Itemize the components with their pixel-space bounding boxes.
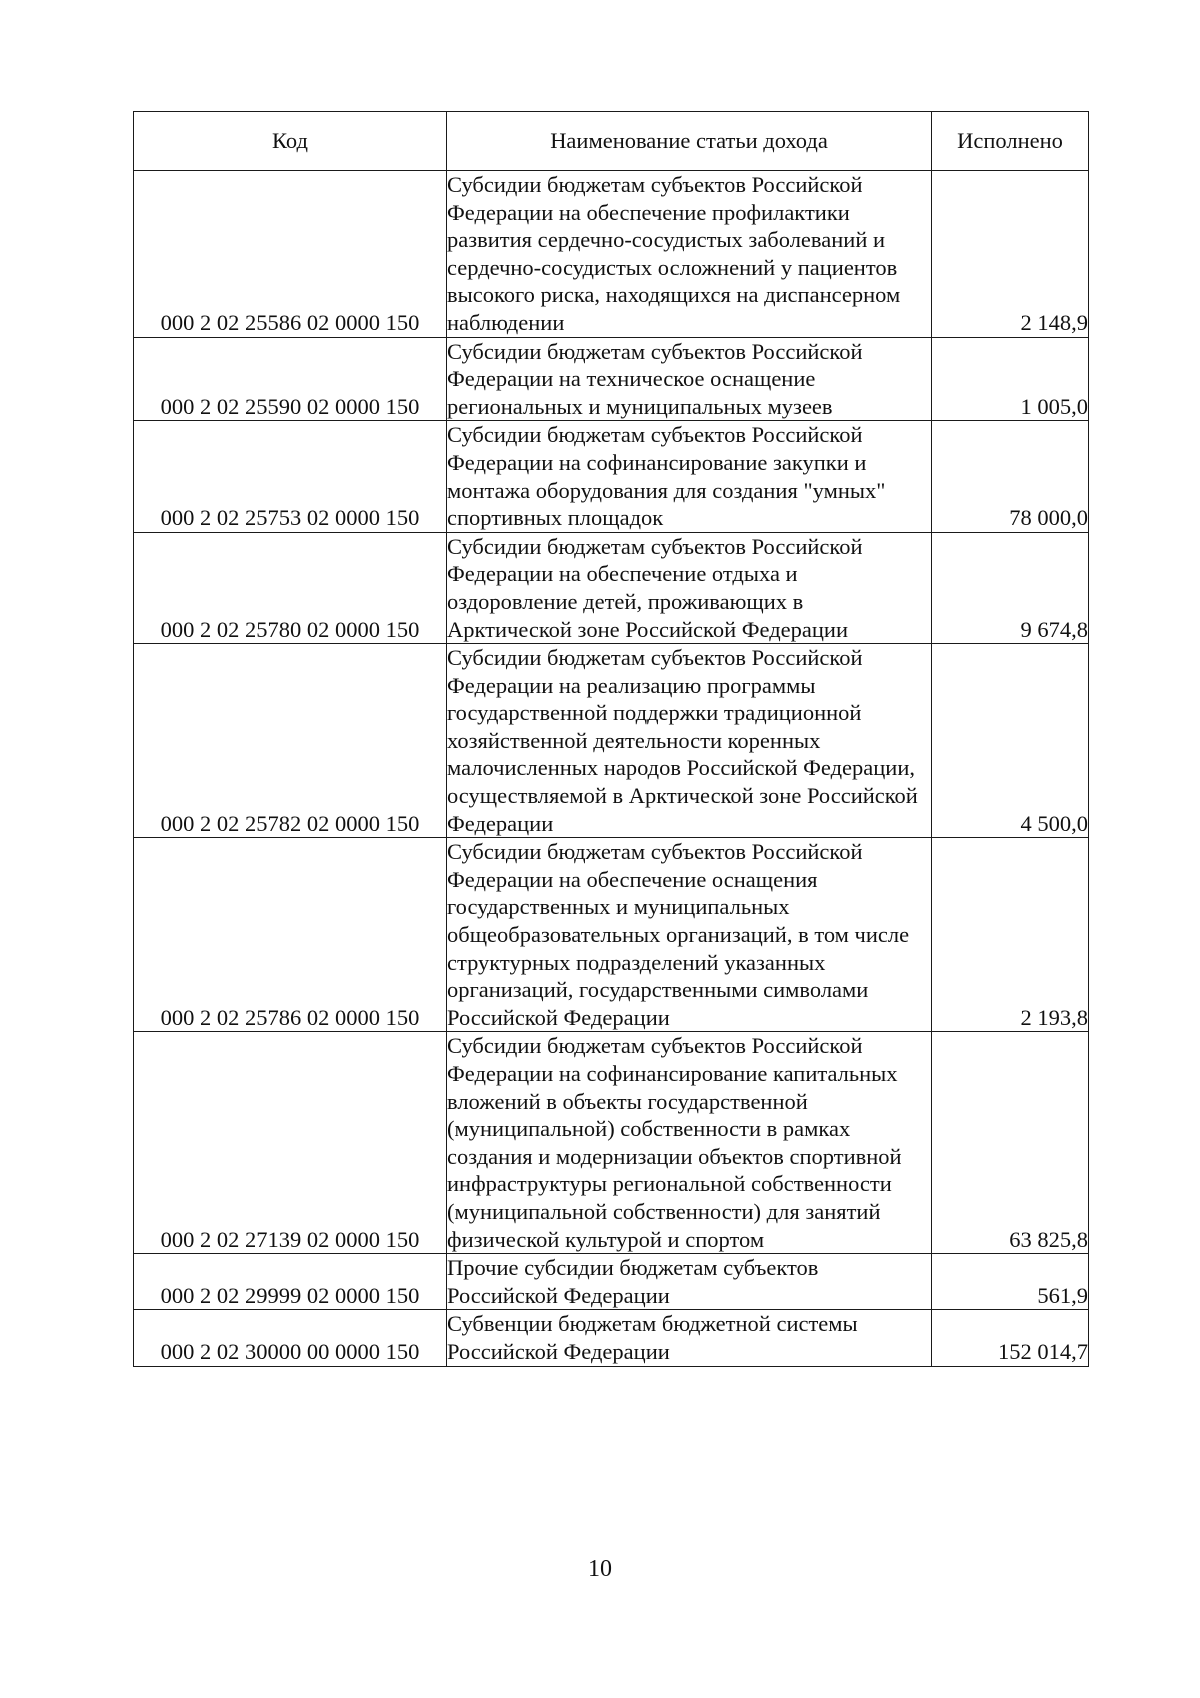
row-executed: 2 148,9: [932, 171, 1089, 338]
row-executed: 78 000,0: [932, 421, 1089, 532]
row-executed: 561,9: [932, 1254, 1089, 1310]
row-name: Субсидии бюджетам субъектов Российской Федерации на техническое оснащение региональных и муниципальных музеев: [447, 337, 932, 421]
header-name: Наименование статьи дохода: [447, 112, 932, 171]
row-name: Субсидии бюджетам субъектов Российской Федерации на софинансирование капитальных вложений в объекты государственной (муниципальной) собственности в рамках создания и модернизации объектов спортивной инфраструктуры региональной собственности (муниципальной собственности) для занятий физической культурой и спортом: [447, 1032, 932, 1254]
row-name: Субсидии бюджетам субъектов Российской Федерации на софинансирование закупки и монтажа оборудования для создания "умных" спортивных площадок: [447, 421, 932, 532]
table-row: [134, 1254, 1089, 1310]
row-executed: 63 825,8: [932, 1032, 1089, 1254]
row-executed: 9 674,8: [932, 532, 1089, 643]
row-executed: 1 005,0: [932, 337, 1089, 421]
table-row: [134, 171, 1089, 338]
table-row: [134, 644, 1089, 838]
header-code: Код: [134, 112, 447, 171]
table-row: [134, 1310, 1089, 1366]
table-header: [134, 112, 1089, 171]
table-row: [134, 421, 1089, 532]
row-name: Субсидии бюджетам субъектов Российской Федерации на реализацию программы государственной поддержки традиционной хозяйственной деятельности коренных малочисленных народов Российской Федерации, осуществляемой в Арктической зоне Российской Федерации: [447, 644, 932, 838]
table-row: [134, 838, 1089, 1032]
table-row: [134, 337, 1089, 421]
table-row: [134, 532, 1089, 643]
page-number: 10: [588, 1556, 612, 1582]
row-executed: 4 500,0: [932, 644, 1089, 838]
row-executed: 152 014,7: [932, 1310, 1089, 1366]
row-name: Субсидии бюджетам субъектов Российской Федерации на обеспечение оснащения государственных и муниципальных общеобразовательных организаций, в том числе структурных подразделений указанных организаций, государственными символами Российской Федерации: [447, 838, 932, 1032]
row-code: 000 2 02 27139 02 0000 150: [134, 1032, 447, 1254]
row-code: 000 2 02 29999 02 0000 150: [134, 1254, 447, 1310]
row-code: 000 2 02 25782 02 0000 150: [134, 644, 447, 838]
row-executed: 2 193,8: [932, 838, 1089, 1032]
table-row: [134, 1032, 1089, 1254]
row-code: 000 2 02 25786 02 0000 150: [134, 838, 447, 1032]
row-code: 000 2 02 30000 00 0000 150: [134, 1310, 447, 1366]
row-name: Субсидии бюджетам субъектов Российской Федерации на обеспечение отдыха и оздоровление детей, проживающих в Арктической зоне Российской Федерации: [447, 532, 932, 643]
row-code: 000 2 02 25753 02 0000 150: [134, 421, 447, 532]
row-name: Прочие субсидии бюджетам субъектов Российской Федерации: [447, 1254, 932, 1310]
row-code: 000 2 02 25586 02 0000 150: [134, 171, 447, 338]
header-row: [134, 112, 1089, 171]
row-code: 000 2 02 25590 02 0000 150: [134, 337, 447, 421]
header-executed: Исполнено: [932, 112, 1089, 171]
row-code: 000 2 02 25780 02 0000 150: [134, 532, 447, 643]
table-body: [134, 171, 1089, 1367]
revenue-table: [133, 111, 1089, 1367]
row-name: Субвенции бюджетам бюджетной системы Российской Федерации: [447, 1310, 932, 1366]
row-name: Субсидии бюджетам субъектов Российской Федерации на обеспечение профилактики развития сердечно-сосудистых заболеваний и сердечно-сосудистых осложнений у пациентов высокого риска, находящихся на диспансерном наблюдении: [447, 171, 932, 338]
